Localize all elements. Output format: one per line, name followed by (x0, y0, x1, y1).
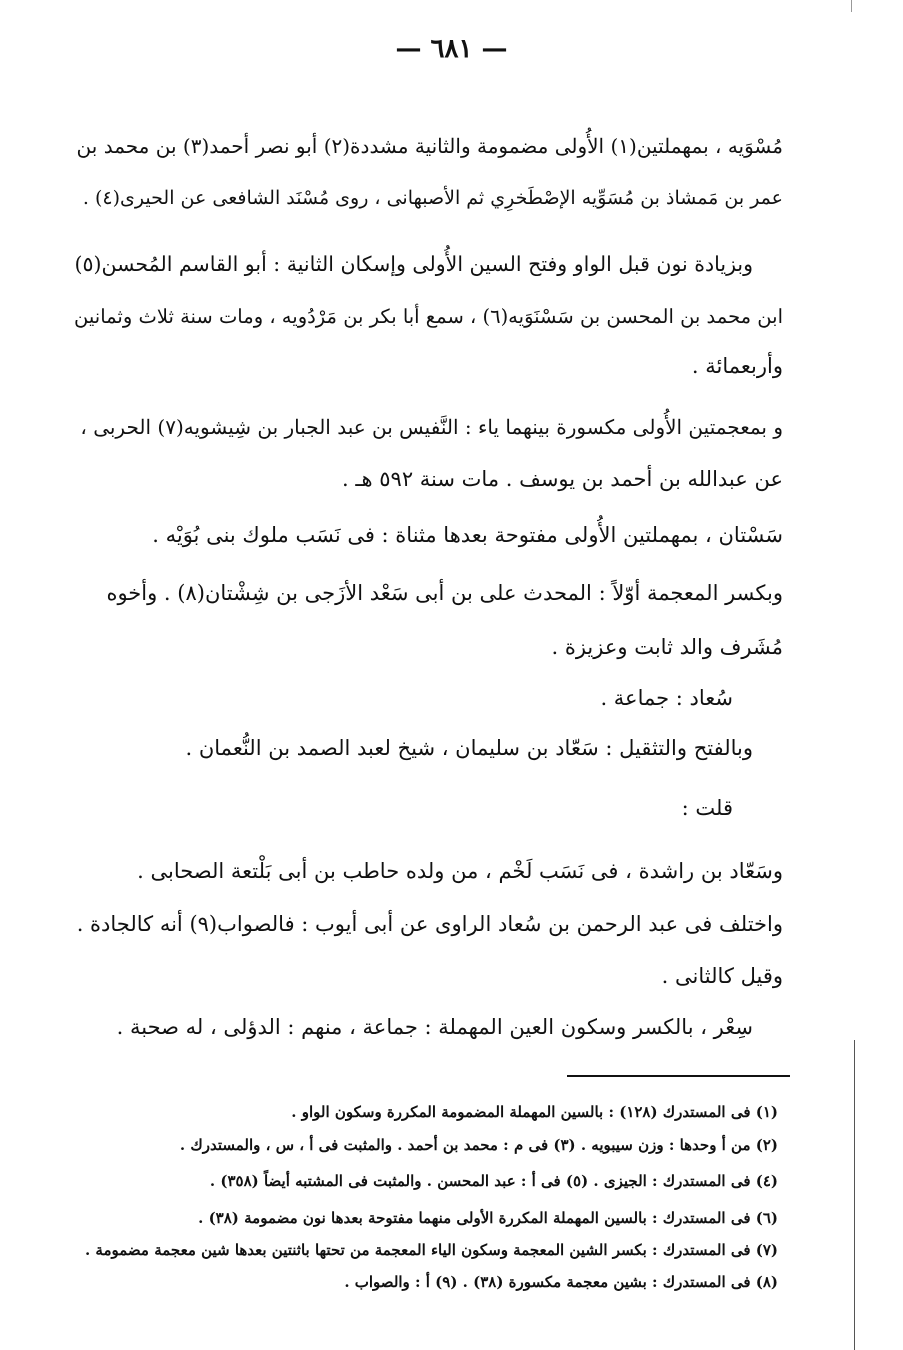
text-line: وأربعمائة . (691, 354, 783, 378)
text-line: عمر بن مَمشاذ بن مُسَوِّيه الإصْطَخرِي ثم الأصبهانى ، روى مُسْنَد الشافعى عن الحيرى(٤) . (82, 187, 783, 209)
scan-edge-line (851, 0, 852, 12)
footnote: (٧) فى المستدرك : بكسر الشين المعجمة وسكون الياء المعجمة من تحتها باثنتين بعدها شين معجمة مضمومة . (84, 1241, 778, 1259)
text-line: واختلف فى عبد الرحمن بن سُعاد الراوى عن أبى أيوب : فالصواب(٩) أنه كالجادة . (76, 912, 783, 936)
text-line: و بمعجمتين الأُولى مكسورة بينهما ياء : النَّفيس بن عبد الجبار بن شِيشويه(٧) الحربى ، (80, 415, 783, 439)
text-line: سَسْتان ، بمهملتين الأُولى مفتوحة بعدها مثناة : فى نَسَب ملوك بنى بُوَيْه . (152, 523, 783, 547)
page-number: — ٦٨١ — (395, 34, 508, 64)
text-line: وبزيادة نون قبل الواو وفتح السين الأُولى وإسكان الثانية : أبو القاسم المُحسن(٥) (74, 252, 753, 276)
footnote: (٦) فى المستدرك : بالسين المهملة المكررة الأولى منهما مفتوحة بعدها نون مضمومة (٣٨) . (198, 1209, 778, 1227)
text-line: مُشَرف والد ثابت وعزيزة . (551, 635, 783, 659)
text-line: وقيل كالثانى . (661, 964, 783, 988)
footnote-separator (567, 1075, 790, 1077)
scan-edge-line (854, 1040, 855, 1350)
text-line: سُعاد : جماعة . (600, 686, 733, 710)
text-line: سِعْر ، بالكسر وسكون العين المهملة : جماعة ، منهم : الدؤلى ، له صحبة . (116, 1015, 753, 1039)
footnote: (٢) من أ وحدها : وزن سيبويه . (٣) فى م : محمد بن أحمد . والمثبت فى أ ، س ، والمستدرك . (179, 1136, 778, 1154)
text-line: وبالفتح والتثقيل : سَعّاد بن سليمان ، شيخ لعبد الصمد بن النُّعمان . (185, 736, 753, 760)
footnote: (٤) فى المستدرك : الجيزى . (٥) فى أ : عبد المحسن . والمثبت فى المشتبه أيضاً (٣٥٨) . (209, 1172, 778, 1190)
text-line: ابن محمد بن المحسن بن سَسْنَوَيه(٦) ، سمع أبا بكر بن مَرْدُويه ، ومات سنة ثلاث وثمانين (74, 305, 783, 328)
text-line: عن عبدالله بن أحمد بن يوسف . مات سنة ٥٩٢ هـ . (342, 467, 783, 491)
text-line: قلت : (681, 796, 733, 820)
footnote: (١) فى المستدرك (١٢٨) : بالسين المهملة المضمومة المكررة وسكون الواو . (291, 1103, 778, 1121)
text-line: مُسْوَيه ، بمهملتين(١) الأُولى مضمومة والثانية مشددة(٢) أبو نصر أحمد(٣) بن محمد بن (76, 134, 783, 158)
footnote: (٨) فى المستدرك : بشين معجمة مكسورة (٣٨) . (٩) أ : والصواب . (344, 1273, 778, 1291)
text-line: وبكسر المعجمة أوّلاً : المحدث على بن أبى سَعْد الأزَجى بن شِشْتان(٨) . وأخوه (106, 581, 783, 605)
text-line: وسَعّاد بن راشدة ، فى نَسَب لَخْم ، من ولده حاطب بن أبى بَلْتعة الصحابى . (137, 859, 783, 883)
